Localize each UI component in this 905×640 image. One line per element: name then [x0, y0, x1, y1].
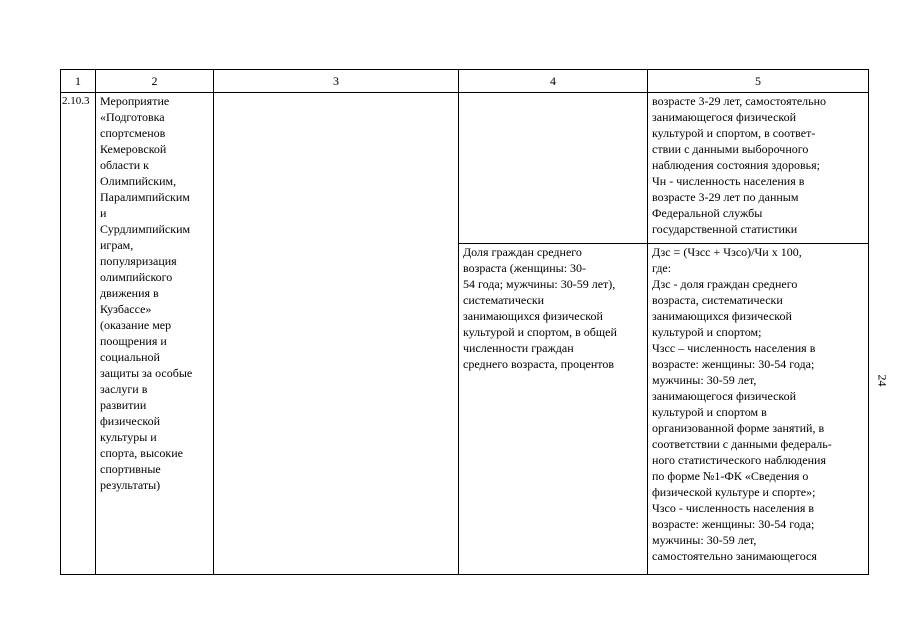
formula-line: занимающихся физической: [652, 309, 792, 323]
indicator-text: [463, 244, 643, 372]
event-line: поощрения и: [100, 334, 167, 348]
indicator-line: Доля граждан среднего: [463, 245, 582, 259]
formula-line: мужчины: 30-59 лет,: [652, 373, 757, 387]
formula-line: организованной форме занятий, в: [652, 421, 825, 435]
formula-line: Дзс = (Чзсс + Чзсо)/Чи x 100,: [652, 245, 802, 259]
event-line: социальной: [100, 350, 160, 364]
event-line: культуры и: [100, 430, 157, 444]
event-cell: [96, 93, 214, 575]
formula-continuation-line: наблюдения состояния здоровья;: [652, 158, 821, 172]
formula-continuation-line: культурой и спортом, в соответ-: [652, 126, 816, 140]
formula-line: Чзсо - численность населения в: [652, 501, 815, 515]
event-line: физической: [100, 414, 160, 428]
page-number: 24: [875, 374, 890, 387]
formula-continuation-line: Федеральной службы: [652, 206, 763, 220]
event-text: [100, 93, 209, 493]
formula-continuation-line: возрасте 3-29 лет, самостоятельно: [652, 94, 827, 108]
formula-line: возрасте: женщины: 30-54 года;: [652, 517, 815, 531]
formula-continuation-line: Чн - численность населения в: [652, 174, 805, 188]
formula-continuation-line: занимающегося физической: [652, 110, 797, 124]
indicator-line: занимающихся физической: [463, 309, 603, 323]
event-line: области к: [100, 158, 149, 172]
formula-line: Дзс - доля граждан среднего: [652, 277, 798, 291]
event-line: «Подготовка: [100, 110, 165, 124]
formula-continuation-line: возрасте 3-29 лет по данным: [652, 190, 799, 204]
formula-continuation-line: государственной статистики: [652, 222, 798, 236]
indicator-line: возраста (женщины: 30-: [463, 261, 587, 275]
formula-line: по форме №1-ФК «Сведения о: [652, 469, 809, 483]
formula-line: где:: [652, 261, 672, 275]
indicator-line: среднего возраста, процентов: [463, 357, 615, 371]
event-line: Сурдлимпийским: [100, 222, 191, 236]
formula-continuation-cell: [648, 93, 869, 244]
indicator-cell: [459, 244, 648, 575]
formula-continuation-text: [652, 93, 864, 237]
indicator-line: численности граждан: [463, 341, 574, 355]
formula-line: Чзсс – численность населения в: [652, 341, 816, 355]
event-line: популяризация: [100, 254, 177, 268]
formula-line: возрасте: женщины: 30-54 года;: [652, 357, 815, 371]
event-line: результаты): [100, 478, 161, 492]
event-line: Олимпийским,: [100, 174, 177, 188]
formula-line: самостоятельно занимающегося: [652, 549, 817, 563]
event-line: спортсменов: [100, 126, 166, 140]
header-cell-5: 5: [648, 70, 869, 93]
indicator-line: культурой и спортом, в общей: [463, 325, 617, 339]
formula-line: культурой и спортом;: [652, 325, 762, 339]
event-line: защиты за особые: [100, 366, 193, 380]
event-line: (оказание мер: [100, 318, 172, 332]
event-line: заслуги в: [100, 382, 148, 396]
header-cell-2: 2: [96, 70, 214, 93]
header-cell-4: 4: [459, 70, 648, 93]
table-row: [61, 93, 869, 244]
indicator-line: систематически: [463, 293, 545, 307]
formula-line: мужчины: 30-59 лет,: [652, 533, 757, 547]
event-line: Паралимпийским: [100, 190, 190, 204]
formula-cell: [648, 244, 869, 575]
empty-cell: [214, 93, 459, 575]
event-line: и: [100, 206, 107, 220]
event-line: движения в: [100, 286, 159, 300]
header-cell-1: 1: [61, 70, 96, 93]
event-line: олимпийского: [100, 270, 173, 284]
formula-line: соответствии с данными федераль-: [652, 437, 832, 451]
event-line: Кузбассе»: [100, 302, 152, 316]
event-line: развитии: [100, 398, 147, 412]
formula-continuation-line: ствии с данными выборочного: [652, 142, 809, 156]
formula-line: занимающегося физической: [652, 389, 797, 403]
indicator-line: 54 года; мужчины: 30-59 лет),: [463, 277, 616, 291]
event-line: Мероприятие: [100, 94, 170, 108]
indicator-cell-empty: [459, 93, 648, 244]
event-line: Кемеровской: [100, 142, 167, 156]
event-line: спорта, высокие: [100, 446, 183, 460]
event-line: спортивные: [100, 462, 161, 476]
header-row: [61, 70, 869, 93]
row-number: 2.10.3: [61, 93, 96, 575]
formula-text: [652, 244, 864, 564]
formula-line: культурой и спортом в: [652, 405, 767, 419]
header-cell-3: 3: [214, 70, 459, 93]
event-line: играм,: [100, 238, 134, 252]
indicator-table: [60, 69, 869, 575]
formula-line: возраста, систематически: [652, 293, 783, 307]
formula-line: ного статистического наблюдения: [652, 453, 826, 467]
formula-line: физической культуре и спорте»;: [652, 485, 816, 499]
